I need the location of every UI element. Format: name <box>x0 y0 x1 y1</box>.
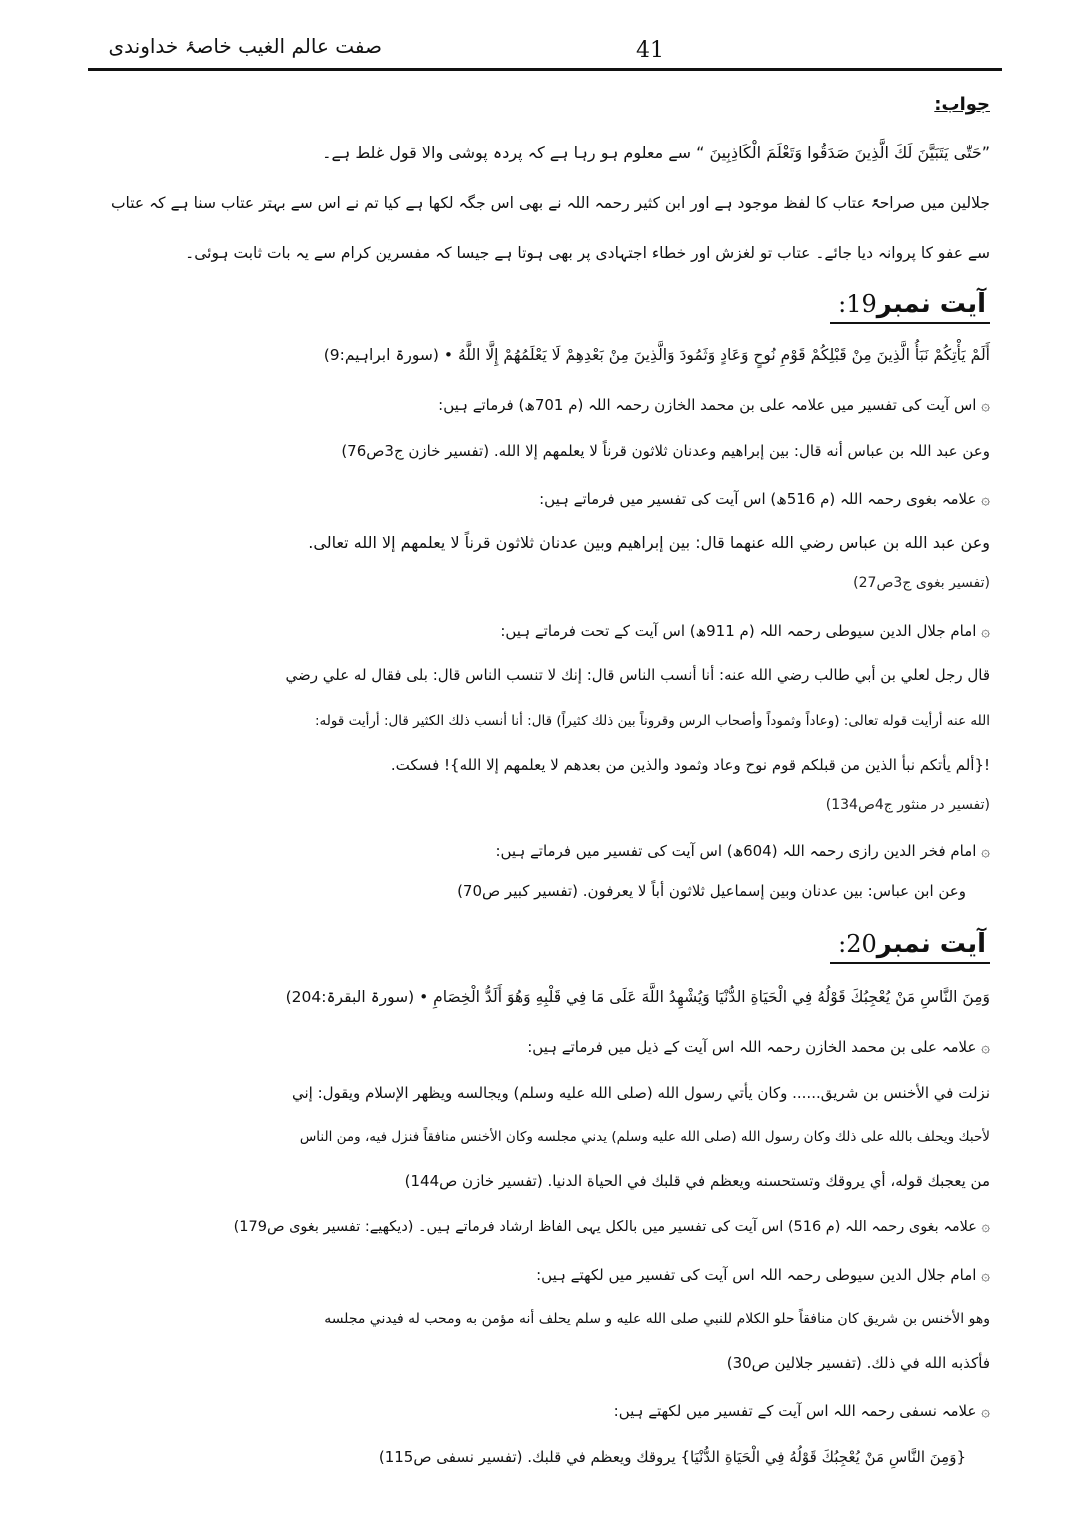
ayat-19-item: وعن عبد اللہ بن عباس أنه قال: بین إبراهیم وعدنان ثلاثون قرناً لا یعلمهم إلا الله. (تفسیر خازن ج3ص76) <box>341 442 990 460</box>
ayat-19-heading <box>838 286 986 322</box>
ayat-19-heading-label: آیت نمبر <box>876 289 986 319</box>
ayat-19-item: ۞ علامہ بغوی رحمہ اللہ (م 516ھ) اس آیت کی تفسیر میں فرماتے ہیں: <box>539 490 990 508</box>
ayat-19-item: الله عنه أرأيت قوله تعالى: (وعاداً وثموداً وأصحاب الرس وقروناً بين ذلك كثيراً) قال: أنا أنسب ذلك الكثير قال: أرأيت قوله: <box>315 713 990 729</box>
ayat-19-ref: (تفسیر در منثور ج4ص134) <box>825 797 990 813</box>
page-number: 41 <box>636 38 664 63</box>
ayat-20-heading-label: آیت نمبر <box>876 929 986 959</box>
running-title: صفت عالم الغیب خاصۂ خداوندی <box>108 34 382 58</box>
ayat-19-ref: (تفسیر بغوی ج3ص27) <box>853 575 990 591</box>
ayat-20-heading-number: 20 <box>846 930 877 958</box>
ayat-19-item: قال رجل لعلي بن أبي طالب رضي الله عنه: أنا أنسب الناس قال: إنك لا تنسب الناس قال: بلى فقال له علي رضي <box>285 666 990 684</box>
answer-line-1: ”حَتّٰی يَتَبَيَّنَ لَكَ الَّذِينَ صَدَقُوا وَتَعْلَمَ الْكَاذِبِينَ “ سے معلوم ہو رہا ہے کہ پردہ پوشی والا قول غلط ہے۔ <box>322 143 990 162</box>
ayat-20-verse: وَمِنَ النَّاسِ مَنْ يُعْجِبُكَ قَوْلُهُ فِي الْحَيَاةِ الدُّنْيَا وَيُشْهِدُ اللَّهَ عَلَى مَا فِي قَلْبِهِ وَهُوَ أَلَدُّ الْخِصَامِ • (سورۃ البقرۃ:204) <box>285 988 990 1006</box>
ayat-19-item: ۞ امام فخر الدین رازی رحمہ اللہ (604ھ) اس آیت کی تفسیر میں فرماتے ہیں: <box>495 842 990 860</box>
ayat-20-item: ۞ علامہ بغوی رحمہ اللہ (م 516) اس آیت کی تفسیر میں بالکل یہی الفاظ ارشاد فرماتے ہیں۔ (دیکھیے: تفسیر بغوی ص179) <box>233 1219 990 1235</box>
ayat-20-item: وهو الأخنس بن شريق كان منافقاً حلو الكلام للنبي صلى الله عليه و سلم يحلف أنه مؤمن به ومحب له فيدني مجلسه <box>324 1311 990 1327</box>
answer-line-3: سے عفو کا پروانہ دیا جائے۔ عتاب تو لغزش اور خطاء اجتہادی پر بھی ہوتا ہے جیسا کہ مفسرین کرام سے یہ بات ثابت ہوئی۔ <box>185 244 990 262</box>
ayat-20-heading <box>838 926 986 962</box>
ayat-20-item: {وَمِنَ النَّاسِ مَنْ يُعْجِبُكَ قَوْلُهُ فِي الْحَيَاةِ الدُّنْيَا} يروقك ويعظم في قلبك. (تفسیر نسفی ص115) <box>378 1448 966 1466</box>
ayat-20-item: ۞ علامہ علی بن محمد الخازن رحمہ اللہ اس آیت کے ذیل میں فرماتے ہیں: <box>527 1038 990 1056</box>
ayat-19-item: وعن عبد الله بن عباس رضي الله عنهما قال: بین إبراهیم وبین عدنان ثلاثون قرناً لا یعلمهم إلا الله تعالى. <box>308 533 990 552</box>
ayat-20-item: ۞ امام جلال الدین سیوطی رحمہ اللہ اس آیت کی تفسیر میں لکھتے ہیں: <box>536 1266 990 1284</box>
ayat-20-item: نزلت في الأخنس بن شريق...... وكان يأتي رسول الله (صلى الله عليه وسلم) ويجالسه ويظهر الإسلام ويقول: إني <box>291 1084 990 1102</box>
ayat-20-item: فأكذبه الله في ذلك. (تفسیر جلالین ص30) <box>726 1354 990 1372</box>
ayat-19-underline <box>830 322 990 324</box>
ayat-20-item: لأحبك ويحلف بالله على ذلك وكان رسول الله (صلى الله عليه وسلم) يدني مجلسه وكان الأخنس منافقاً فنزل فيه، ومن الناس <box>299 1129 990 1145</box>
ayat-20-item: ۞ علامہ نسفی رحمہ اللہ اس آیت کے تفسیر میں لکھتے ہیں: <box>613 1402 990 1420</box>
ayat-19-heading-number: 19 <box>846 290 877 318</box>
ayat-20-heading-suffix: : <box>838 930 847 958</box>
ayat-19-item: ۞ اس آیت کی تفسیر میں علامہ علی بن محمد الخازن رحمہ اللہ (م 701ھ) فرماتے ہیں: <box>438 396 990 414</box>
ayat-20-item: من يعجبك قوله، أي يروقك وتستحسنه ويعظم في قلبك في الحياة الدنيا. (تفسیر خازن ص144) <box>404 1172 990 1190</box>
page-header <box>88 28 1000 68</box>
answer-line-2: جلالین میں صراحۃً عتاب کا لفظ موجود ہے اور ابن کثیر رحمہ اللہ نے بھی اس جگہ لکھا ہے کیا تم نے اس سے بہتر عتاب سنا ہے کہ عتاب <box>110 194 990 212</box>
ayat-19-heading-suffix: : <box>838 290 847 318</box>
ayat-19-item: ۞ امام جلال الدین سیوطی رحمہ اللہ (م 911ھ) اس آیت کے تحت فرماتے ہیں: <box>500 622 990 640</box>
ayat-20-underline <box>830 962 990 964</box>
answer-heading: جواب: <box>934 94 990 115</box>
ayat-19-verse: أَلَمْ يَأْتِكُمْ نَبَأُ الَّذِينَ مِنْ قَبْلِكُمْ قَوْمِ نُوحٍ وَعَادٍ وَثَمُودَ وَالَّذِينَ مِنْ بَعْدِهِمْ لَا يَعْلَمُهُمْ إِلَّا اللَّهُ • (سورۃ ابراہیم:9) <box>323 346 990 364</box>
ayat-19-item: وعن ابن عباس: بين عدنان وبين إسماعيل ثلاثون أباً لا يعرفون. (تفسیر کبیر ص70) <box>457 882 966 900</box>
header-rule <box>88 68 1002 71</box>
ayat-19-item: !{ألم يأتكم نبأ الذين من قبلكم قوم نوح وعاد وثمود والذين من بعدهم لا يعلمهم إلا الله}! فسكت. <box>390 756 990 774</box>
